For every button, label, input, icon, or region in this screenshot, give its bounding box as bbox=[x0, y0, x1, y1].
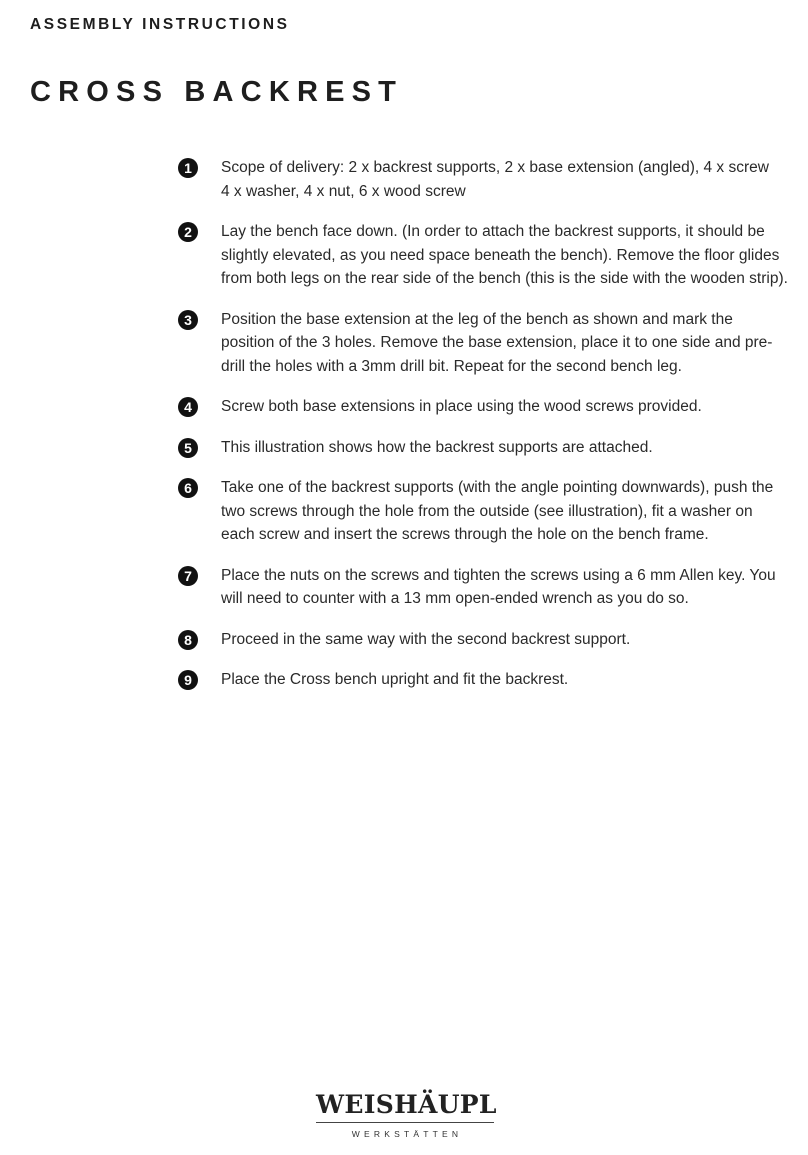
instruction-step bbox=[178, 436, 788, 460]
instruction-step bbox=[178, 395, 788, 419]
step-number-badge: 5 bbox=[178, 438, 198, 458]
step-text: Place the nuts on the screws and tighten the screws using a 6 mm Allen key. You will need to counter with a 13 mm open-ended wrench as you do so. bbox=[221, 566, 776, 607]
brand-logo-divider bbox=[316, 1122, 494, 1123]
step-number-badge: 9 bbox=[178, 670, 198, 690]
step-text: Lay the bench face down. (In order to attach the backrest supports, it should be slightly elevated, as you need space beneath the bench). Remove the floor glides from both legs on the rear side of the bench (this is the side with the wooden strip). bbox=[221, 223, 788, 287]
instruction-step bbox=[178, 628, 788, 652]
step-text: Proceed in the same way with the second backrest support. bbox=[221, 630, 631, 648]
brand-logo-subtitle: WERKSTÄTTEN bbox=[351, 1129, 463, 1139]
step-text: Scope of delivery: 2 x backrest supports, 2 x base extension (angled), 4 x screw 4 x washer, 4 x nut, 6 x wood screw bbox=[221, 159, 769, 200]
document-kicker: ASSEMBLY INSTRUCTIONS bbox=[30, 16, 290, 33]
step-number-badge: 8 bbox=[178, 630, 198, 650]
step-text: Position the base extension at the leg of the bench as shown and mark the position of the 3 holes. Remove the base extension, place it to one side and pre-drill the holes with a 3mm drill bit. Repeat for the second bench leg. bbox=[221, 310, 773, 375]
instruction-step bbox=[178, 564, 788, 611]
instruction-step bbox=[178, 156, 788, 203]
instruction-step bbox=[178, 668, 788, 692]
step-number-badge: 6 bbox=[178, 478, 198, 498]
step-number-badge: 3 bbox=[178, 310, 198, 330]
step-number-badge: 4 bbox=[178, 397, 198, 417]
step-number-badge: 2 bbox=[178, 222, 198, 242]
step-text: Screw both base extensions in place using the wood screws provided. bbox=[221, 398, 702, 415]
step-text: Place the Cross bench upright and fit the backrest. bbox=[221, 671, 569, 688]
instruction-step bbox=[178, 220, 788, 291]
instruction-step bbox=[178, 308, 788, 379]
instruction-steps bbox=[178, 156, 788, 709]
step-text: This illustration shows how the backrest supports are attached. bbox=[221, 438, 653, 456]
brand-logo bbox=[316, 1090, 497, 1139]
instruction-step bbox=[178, 476, 788, 547]
step-number-badge: 1 bbox=[178, 158, 198, 178]
brand-logo-name: WEISHÄUPL bbox=[316, 1090, 497, 1119]
document-title: CROSS BACKREST bbox=[30, 76, 404, 108]
step-text: Take one of the backrest supports (with the angle pointing downwards), push the two screws through the hole from the outside (see illustration), fit a washer on each screw and insert the screws through the hole on the bench frame. bbox=[221, 479, 774, 543]
step-number-badge: 7 bbox=[178, 566, 198, 586]
